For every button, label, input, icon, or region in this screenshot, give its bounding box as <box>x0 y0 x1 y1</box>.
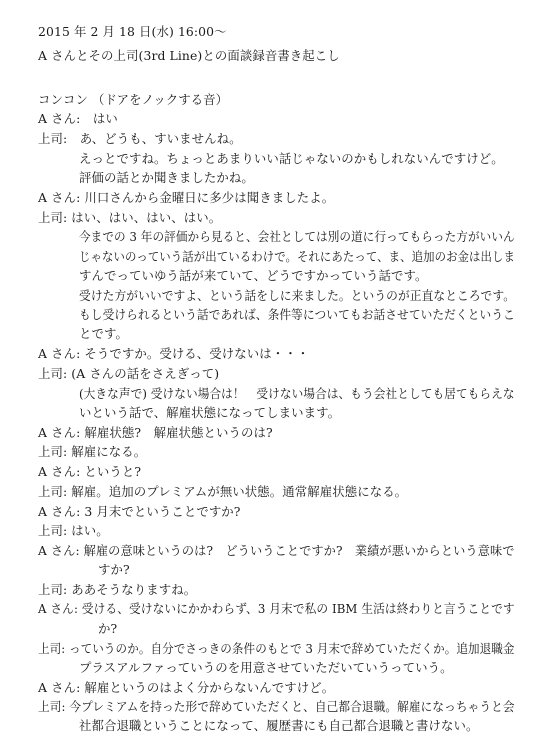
transcript-line: 上司: あ、どうも、すいませんね。 <box>38 131 242 146</box>
transcript-line: とです。 <box>79 326 128 341</box>
transcript-line: 上司: っていうのか。自分でさっきの条件のもとで 3 月末で辞めていただくか。追加退職金 <box>38 641 515 656</box>
transcript-line: A さん: そうですか。受ける、受けないは・・・ <box>38 346 310 361</box>
transcript-line: A さん: というと? <box>38 464 142 479</box>
date-line: 2015 年 2 月 18 日(水) 16:00～ <box>38 24 227 39</box>
transcript-line: 上司: はい。 <box>38 523 109 538</box>
transcript-line: 上司: 解雇。追加のプレミアムが無い状態。通常解雇状態になる。 <box>38 484 408 499</box>
transcript-line: すか? <box>98 562 130 577</box>
transcript-line: A さん: 3 月末でということですか? <box>38 504 241 519</box>
transcript-line: 上司: (A さんの話をさえぎって) <box>38 366 220 381</box>
transcript-line: 受けた方がいいですよ、という話をしに来ました。というのが正直なところです。 <box>79 288 516 303</box>
transcript-line: A さん: 解雇というのはよく分からないんですけど。 <box>38 680 335 695</box>
transcript-line: 上司: ああそうなりますね。 <box>38 582 197 597</box>
transcript-line: じゃないのっていう話が出ているわけで。それにあたって、ま、追加のお金は出しま <box>79 249 516 264</box>
transcript-line: 上司: はい、はい、はい、はい。 <box>38 210 222 225</box>
transcript-line: コンコン （ドアをノックする音） <box>38 92 229 107</box>
transcript-line: 今までの 3 年の評価から見ると、会社としては別の道に行ってもらった方がいいん <box>79 229 515 244</box>
transcript-line: 社都合退職ということになって、履歴書にも自己都合退職と書けない。 <box>79 718 479 733</box>
transcript-line: A さん: はい <box>38 111 118 126</box>
transcript-line: 上司: 解雇になる。 <box>38 444 147 459</box>
transcript-line: A さん: 解雇の意味というのは? どういうことですか? 業績が悪いからという意味で <box>38 543 515 558</box>
transcript-line: もし受けられるという話であれば、条件等についてもお話させていただくというこ <box>79 307 515 322</box>
transcript-line: A さん: 解雇状態? 解雇状態というのは? <box>38 425 273 440</box>
transcript-line: すんでっていゆう話が来ていて、どうですかっていう話です。 <box>79 268 428 283</box>
transcript-line: えっとですね。ちょっとあまりいい話じゃないのかもしれないんですけど。 <box>79 151 504 166</box>
transcript-line: か? <box>98 621 118 636</box>
transcript-line: A さん: 受ける、受けないにかかわらず、3 月末で私の IBM 生活は終わりと言うことです <box>38 601 515 616</box>
transcript-line: プラスアルファっていうのを用意させていただいていうっていう。 <box>79 660 453 675</box>
transcript-line: A さん: 川口さんから金曜日に多少は聞きましたよ。 <box>38 190 335 205</box>
transcript-line: 評価の話とか聞きましたかね。 <box>79 170 254 185</box>
document-title: A さんとその上司(3rd Line)との面談録音書き起こし <box>38 48 340 63</box>
transcript-line: (大きな声で) 受けない場合は！ 受けない場合は、もう会社としても居てもらえな <box>79 386 515 401</box>
transcript-line: いという話で、解雇状態になってしまいます。 <box>79 405 341 420</box>
transcript-line: 上司: 今プレミアムを持った形で辞めていただくと、自己都合退職。解雇になっちゃうと会 <box>38 699 515 714</box>
